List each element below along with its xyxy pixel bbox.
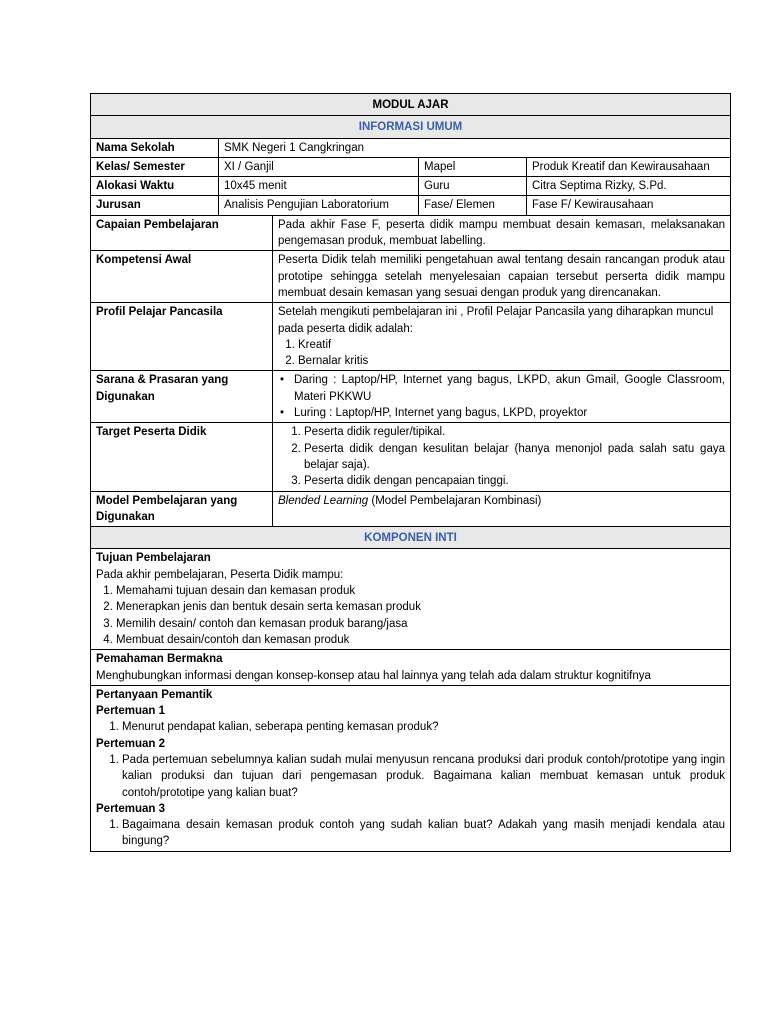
list-item: 1. Memahami tujuan desain dan kemasan produk (116, 583, 725, 599)
target-row (91, 423, 731, 491)
title-row (91, 94, 731, 116)
sarana-row (91, 371, 731, 423)
sekolah-value: SMK Negeri 1 Cangkringan (219, 138, 731, 157)
sarana-cell (273, 371, 731, 423)
model-label: Model Pembelajaran yang Digunakan (91, 491, 273, 527)
kelas-label: Kelas/ Semester (91, 157, 219, 176)
sarana-list (278, 372, 725, 421)
info-row-alokasi (91, 177, 731, 196)
pemahaman-row (91, 650, 731, 686)
target-list (278, 424, 725, 489)
alokasi-value: 10x45 menit (219, 177, 419, 196)
info-row-jurusan (91, 196, 731, 215)
tujuan-cell (91, 549, 731, 650)
capaian-row (91, 215, 731, 251)
kompetensi-label: Kompetensi Awal (91, 251, 273, 303)
guru-value: Citra Septima Rizky, S.Pd. (527, 177, 731, 196)
capaian-text: Pada akhir Fase F, peserta didik mampu membuat desain kemasan, melaksanakan pengemasan produk, membuat labelling. (273, 215, 731, 251)
pertemuan-2-list (96, 752, 725, 801)
model-italic: Blended Learning (278, 494, 369, 507)
list-item: 2. Bernalar kritis (298, 353, 725, 369)
info-header-row (91, 116, 731, 138)
model-row (91, 491, 731, 527)
list-item: 4. Membuat desain/contoh dan kemasan produk (116, 632, 725, 648)
list-item: 2. Menerapkan jenis dan bentuk desain serta kemasan produk (116, 599, 725, 615)
pertanyaan-title: Pertanyaan Pemantik (96, 688, 213, 701)
list-item: 3. Memilih desain/ contoh dan kemasan produk barang/jasa (116, 616, 725, 632)
list-item: 1. Menurut pendapat kalian, seberapa penting kemasan produk? (122, 719, 725, 735)
mapel-label: Mapel (419, 157, 527, 176)
core-header-row (91, 527, 731, 549)
section-komponen-inti: KOMPONEN INTI (91, 527, 731, 549)
pertemuan-3-list (96, 817, 725, 850)
pemahaman-title: Pemahaman Bermakna (96, 653, 223, 666)
sekolah-label: Nama Sekolah (91, 138, 219, 157)
target-label: Target Peserta Didik (91, 423, 273, 491)
pertanyaan-cell (91, 685, 731, 851)
profil-list (278, 337, 725, 370)
list-item: • Daring : Laptop/HP, Internet yang bagus, LKPD, akun Gmail, Google Classroom, Materi PKKWU (292, 372, 725, 405)
jurusan-value: Analisis Pengujian Laboratorium (219, 196, 419, 215)
profil-label: Profil Pelajar Pancasila (91, 303, 273, 371)
kompetensi-text: Peserta Didik telah memiliki pengetahuan awal tentang desain rancangan produk atau prototipe sehingga setelah menyelesaian capaian tersebut perserta didik mampu membuat desain kemasan yang sesuai dengan produk yang direncanakan. (273, 251, 731, 303)
kelas-value: XI / Ganjil (219, 157, 419, 176)
pemahaman-cell (91, 650, 731, 686)
model-cell (273, 491, 731, 527)
alokasi-label: Alokasi Waktu (91, 177, 219, 196)
fase-label: Fase/ Elemen (419, 196, 527, 215)
pertemuan-3-title: Pertemuan 3 (96, 802, 166, 815)
pertemuan-2-title: Pertemuan 2 (96, 737, 166, 750)
pemahaman-text: Menghubungkan informasi dengan konsep-konsep atau hal lainnya yang telah ada dalam struktur kognitifnya (96, 669, 651, 682)
info-row-sekolah (91, 138, 731, 157)
pertemuan-1-title: Pertemuan 1 (96, 705, 166, 718)
jurusan-label: Jurusan (91, 196, 219, 215)
fase-value: Fase F/ Kewirausahaan (527, 196, 731, 215)
info-row-kelas (91, 157, 731, 176)
profil-cell (273, 303, 731, 371)
list-item: • Luring : Laptop/HP, Internet yang bagus, LKPD, proyektor (292, 405, 725, 421)
list-item: 1. Peserta didik reguler/tipikal. (304, 424, 725, 440)
tujuan-row (91, 549, 731, 650)
model-rest: (Model Pembelajaran Kombinasi) (368, 494, 542, 507)
list-item: 2. Peserta didik dengan kesulitan belajar (hanya menonjol pada salah satu gaya belajar saja). (304, 441, 725, 474)
section-informasi-umum: INFORMASI UMUM (91, 116, 731, 138)
document-title: MODUL AJAR (91, 94, 731, 116)
list-item: 1. Pada pertemuan sebelumnya kalian sudah mulai menyusun rencana produksi dari produk contoh/prototipe yang ingin kalian produksi dan tujuan dari pengemasan produk. Bagaimana kalian membuat kemasan untuk produk contoh/prototipe yang kalian buat? (122, 752, 725, 801)
mapel-value: Produk Kreatif dan Kewirausahaan (527, 157, 731, 176)
capaian-label: Capaian Pembelajaran (91, 215, 273, 251)
tujuan-list (96, 583, 725, 648)
list-item: 3. Peserta didik dengan pencapaian tinggi. (304, 473, 725, 489)
modul-ajar-table (90, 93, 731, 852)
tujuan-intro: Pada akhir pembelajaran, Peserta Didik mampu: (96, 568, 344, 581)
pertanyaan-row (91, 685, 731, 851)
kompetensi-row (91, 251, 731, 303)
tujuan-title: Tujuan Pembelajaran (96, 552, 211, 565)
list-item: 1. Bagaimana desain kemasan produk contoh yang sudah kalian buat? Adakah yang masih menjadi kendala atau bingung? (122, 817, 725, 850)
profil-row (91, 303, 731, 371)
target-cell (273, 423, 731, 491)
sarana-label: Sarana & Prasaran yang Digunakan (91, 371, 273, 423)
pertemuan-1-list (96, 719, 725, 735)
profil-intro: Setelah mengikuti pembelajaran ini , Profil Pelajar Pancasila yang diharapkan muncul pada peserta didik adalah: (278, 306, 714, 335)
list-item: 1. Kreatif (298, 337, 725, 353)
guru-label: Guru (419, 177, 527, 196)
